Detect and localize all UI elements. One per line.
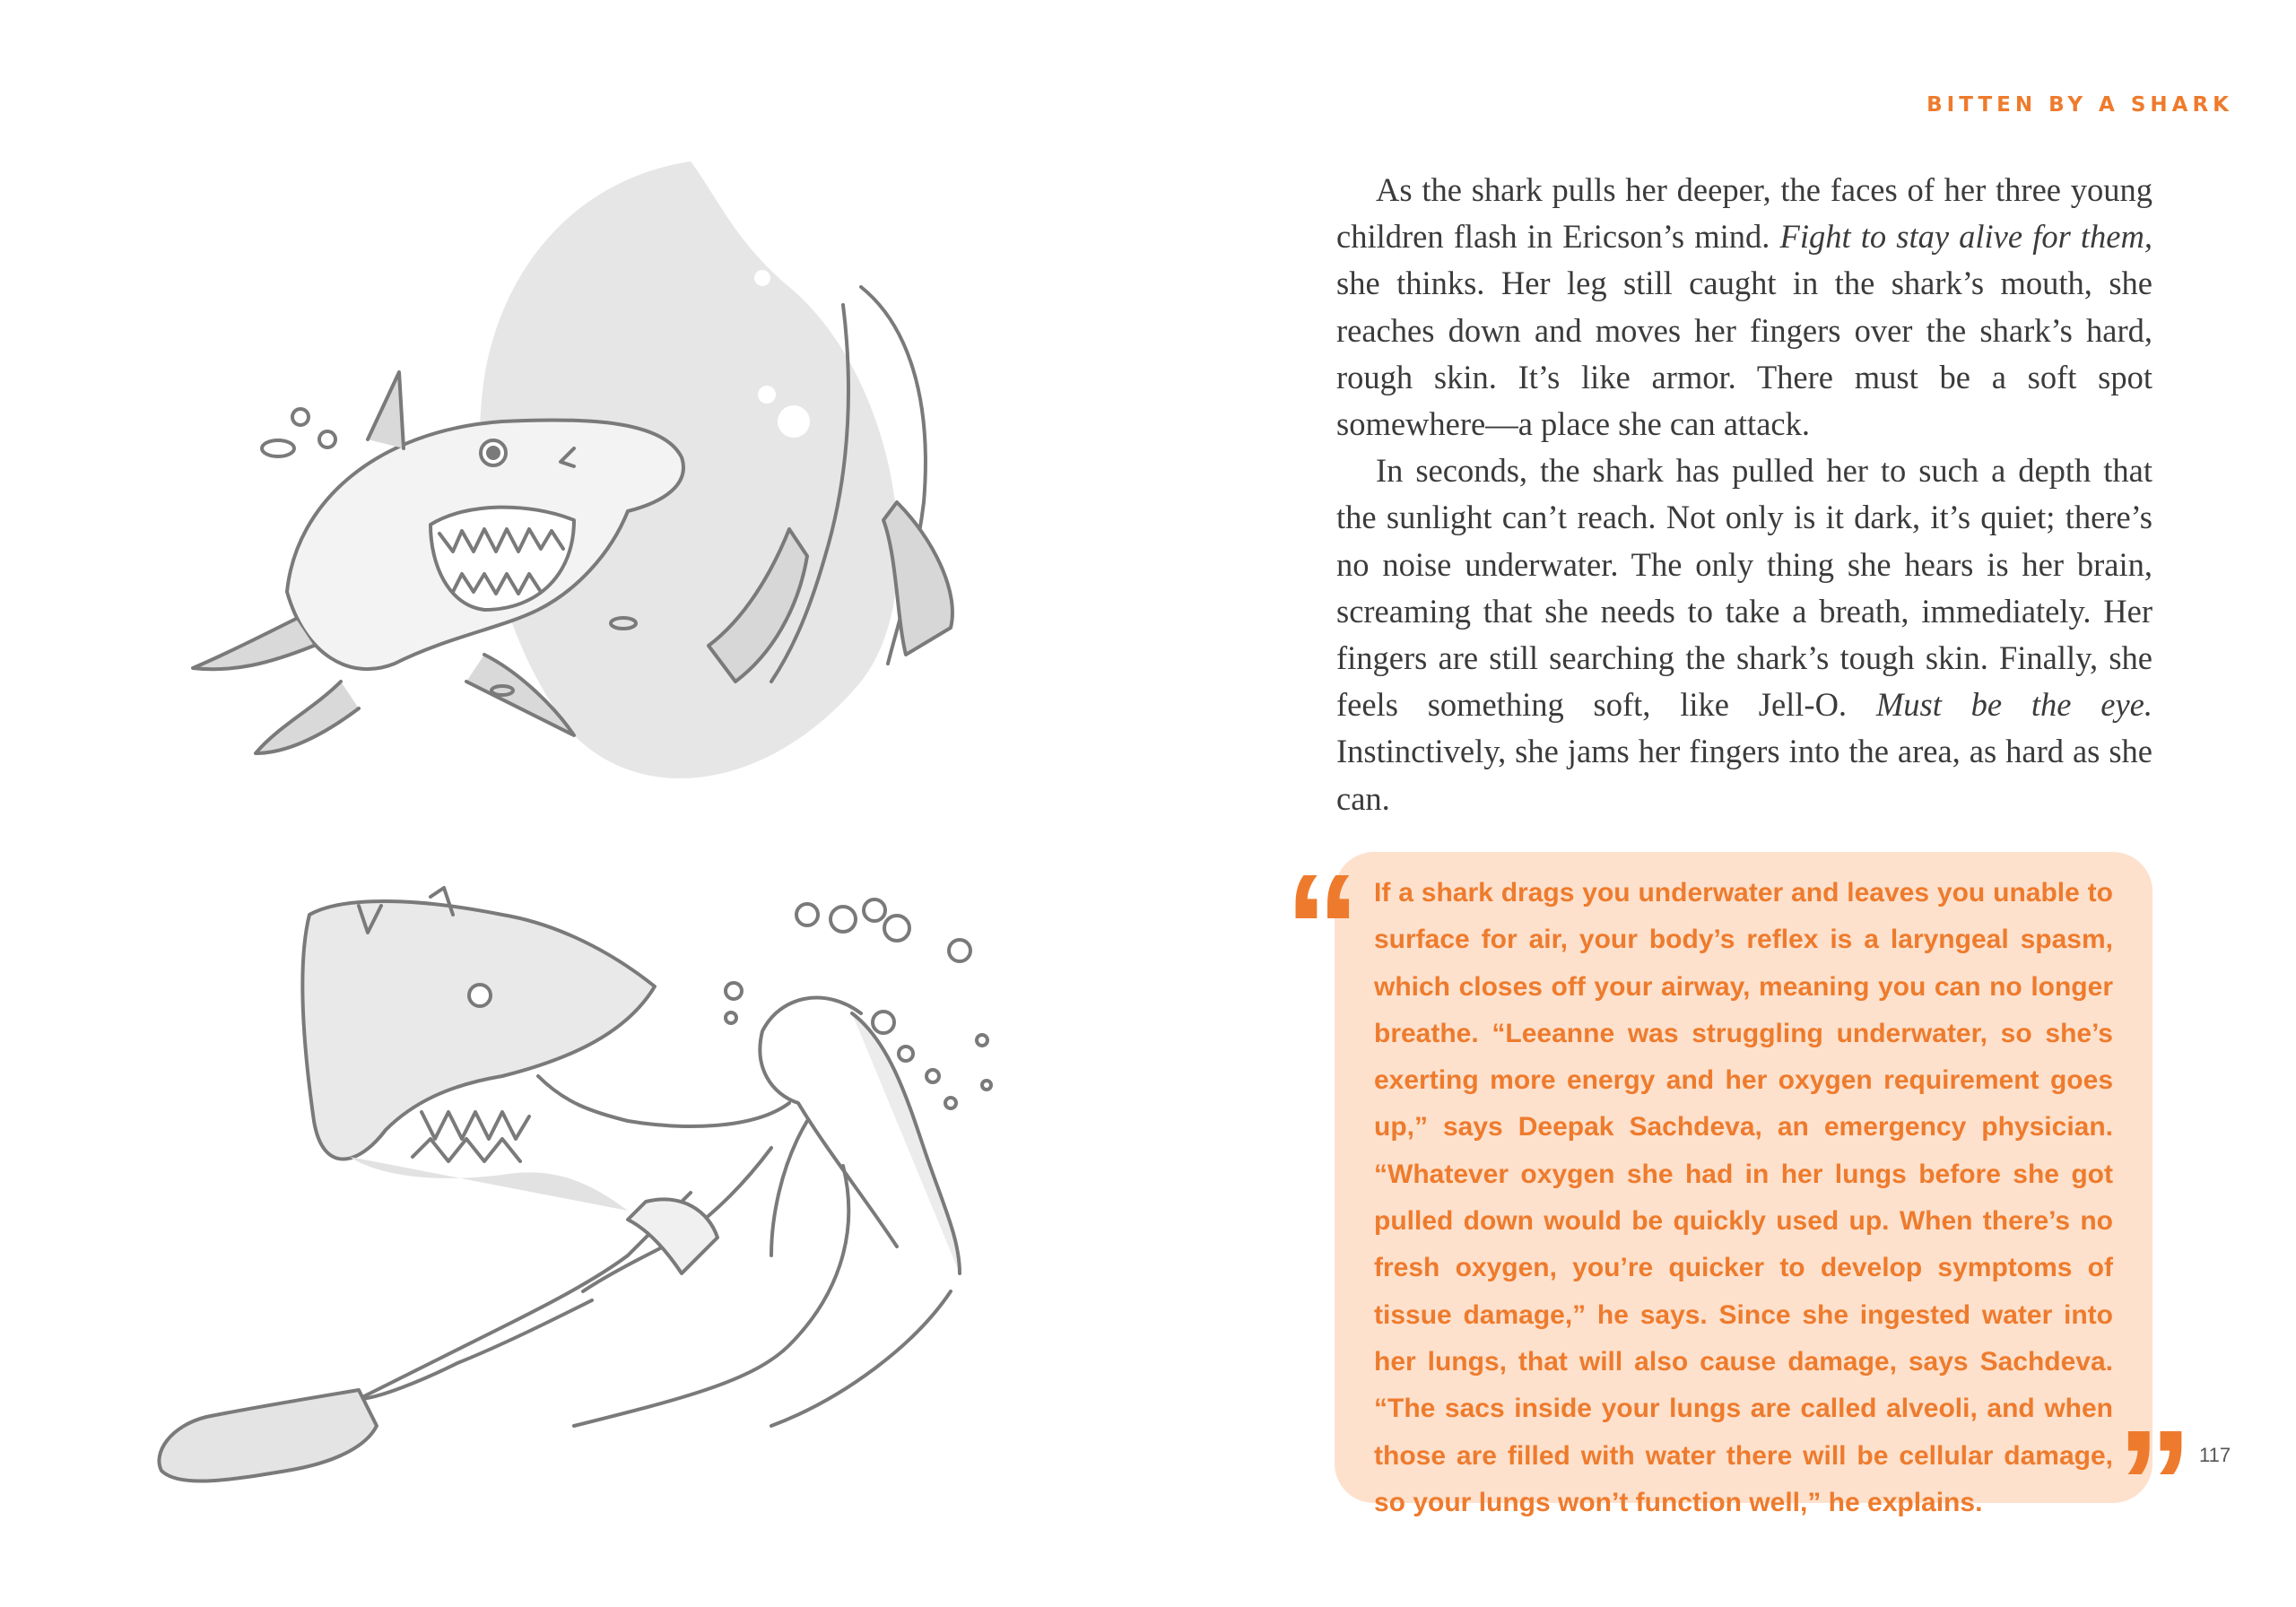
close-quote-icon: ” — [2117, 1399, 2193, 1569]
page-illustrations — [135, 135, 1031, 1533]
callout-text: If a shark drags you underwater and leaves you unable to surface for air, your body’s reflex is a laryngeal spasm, which closes off your airway, meaning you can no longer breathe. “Leeanne was struggling underwater, so she’s exerting more energy and her oxygen requirement goes up,” says Deepak Sachdeva, an emergency physician. “Whatever oxygen she had in her lungs before she got pulled down would be quickly used up. When there’s no fresh oxygen, you’re quicker to develop symptoms of tissue damage,” he says. Since she ingested water into her lungs, that will also cause damage, says Sachdeva. “The sacs inside your lungs are called alveoli, and when those are filled with water there will be cellular damage, so your lungs won’t function well,” he explains. — [1374, 878, 2113, 1517]
running-head: BITTEN BY A SHARK — [1926, 93, 2233, 117]
open-quote-icon: “ — [1284, 843, 1361, 1013]
swimmer-and-shark-illustration — [159, 888, 991, 1481]
body-text — [1336, 167, 2152, 822]
shark-illustration — [193, 161, 952, 778]
paragraph-2: In seconds, the shark has pulled her to such a depth that the sunlight can’t reach. Not only is it dark, it’s quiet; there’s no noise underwater. The only thing she hears is her brain, screaming that she needs to take a breath, immediately. Her fingers are still searching the shark’s tough skin. Finally, she feels something soft, like Jell-O. Must be the eye. Instinctively, she jams her fingers into the area, as hard as she can. — [1336, 452, 2152, 817]
page-number: 117 — [2199, 1444, 2231, 1466]
paragraph-1: As the shark pulls her deeper, the faces of her three young children flash in Ericson’s mind. Fight to stay alive for them, she thinks. Her leg still caught in the shark’s mouth, she reaches down and moves her fingers over the shark’s hard, rough skin. It’s like armor. There must be a soft spot somewhere—a place she can attack. — [1336, 171, 2152, 443]
